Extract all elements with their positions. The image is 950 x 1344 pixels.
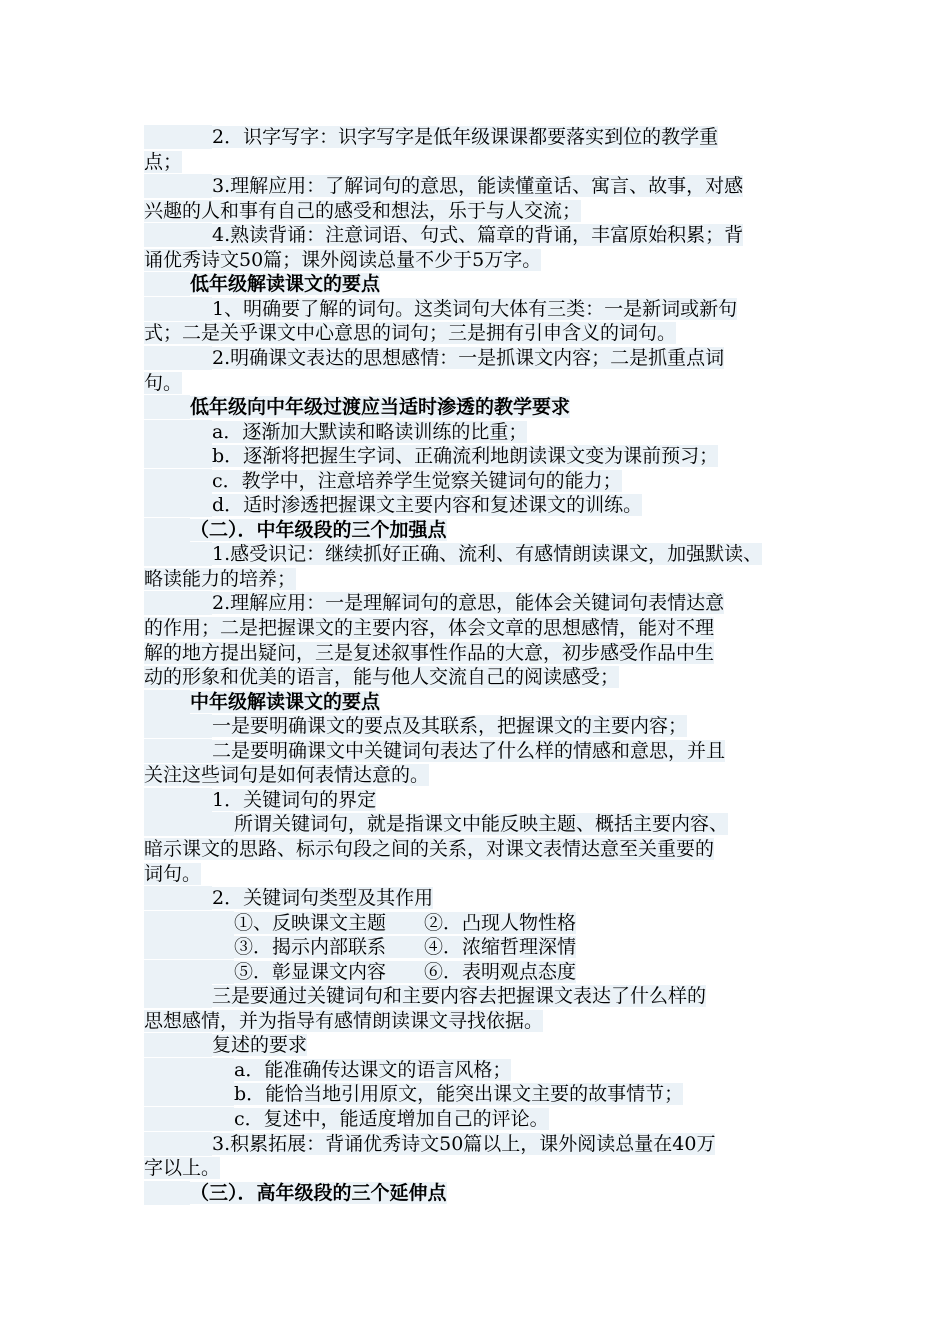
text-line [144,591,724,615]
text-line [144,960,576,984]
line-text: 思想感情，并为指导有感情朗读课文寻找依据。 [144,1009,544,1032]
line-text: 略读能力的培养； [144,567,297,590]
text-line [144,788,376,812]
line-text: 字以上。 [144,1157,221,1180]
text-line [144,812,728,836]
text-line [144,1033,307,1057]
text-line [144,542,762,566]
line-text: 所谓关键词句，就是指课文中能反映主题、概括主要内容、 [234,813,729,836]
line-text: 动的形象和优美的语言，能与他人交流自己的阅读感受； [144,666,620,689]
text-line [144,886,433,910]
line-text: 句。 [144,371,183,394]
text-line [144,1009,543,1033]
section-heading [144,272,380,296]
line-text: 1、明确要了解的词句。这类词句大体有三类：一是新词或新句 [212,297,738,320]
text-line [144,935,576,959]
line-text: 低年级解读课文的要点 [190,273,381,296]
line-text: 解的地方提出疑问，三是复述叙事性作品的大意，初步感受作品中生 [144,641,715,664]
text-line [144,125,718,149]
text-line [144,223,743,247]
line-text: d．适时渗透把握课文主要内容和复述课文的训练。 [212,494,643,517]
line-text: 兴趣的人和事有自己的感受和想法，乐于与人交流； [144,199,582,222]
text-line [144,248,541,272]
line-text: 三是要通过关键词句和主要内容去把握课文表达了什么样的 [212,985,707,1008]
section-heading [144,518,447,542]
text-line [144,420,527,444]
line-text: a．逐渐加大默读和略读训练的比重； [212,420,528,443]
line-text: 2．关键词句类型及其作用 [212,887,434,910]
line-text: （三）．高年级段的三个延伸点 [190,1181,447,1204]
text-line [144,641,714,665]
line-text: 1．关键词句的界定 [212,788,377,811]
line-text: b．能恰当地引用原文，能突出课文主要的故事情节； [234,1083,684,1106]
line-text: 式；二是关乎课文中心意思的词句；三是拥有引申含义的词句。 [144,322,677,345]
line-text: 暗示课文的思路、标示句段之间的关系，对课文表情达意至关重要的 [144,837,715,860]
line-text: 的作用；二是把握课文的主要内容，体会文章的思想感情，能对不理 [144,617,715,639]
line-text: 3.积累拓展：背诵优秀诗文50篇以上，课外阅读总量在40万 [212,1132,716,1155]
line-text: 复述的要求 [212,1034,308,1057]
line-text: ③．揭示内部联系 ④．浓缩哲理深情 [234,936,577,959]
text-line [144,371,182,395]
line-text: b．逐渐将把握生字词、正确流利地朗读课文变为课前预习； [212,445,719,468]
text-line [144,911,576,935]
text-line [144,297,737,321]
text-line [144,763,429,787]
line-text: 4.熟读背诵：注意词语、句式、篇章的背诵，丰富原始积累；背 [212,224,744,247]
text-line [144,493,642,517]
line-text: 词句。 [144,862,202,885]
line-text: ⑤．彰显课文内容 ⑥．表明观点态度 [234,960,577,983]
line-text: 点； [144,150,183,173]
text-line [144,1132,715,1156]
line-text: 中年级解读课文的要点 [190,690,381,713]
text-line [144,665,619,689]
line-text: 二是要明确课文中关键词句表达了什么样的情感和意思，并且 [212,739,726,762]
line-text: c．复述中，能适度增加自己的评论。 [234,1108,549,1130]
text-line [144,714,687,738]
section-heading [144,395,570,419]
text-line [144,1058,511,1082]
section-heading [144,690,380,714]
text-line [144,739,725,763]
line-text: （二）．中年级段的三个加强点 [190,518,447,541]
line-text: 2.理解应用：一是理解词句的意思，能体会关键词句表情达意 [212,592,725,615]
text-line [144,1082,683,1106]
line-text: a．能准确传达课文的语言风格； [234,1058,512,1081]
line-text: 3.理解应用：了解词句的意思，能读懂童话、寓言、故事，对感 [212,175,744,198]
text-line [144,1107,549,1131]
line-text: c．教学中，注意培养学生觉察关键词句的能力； [212,469,622,492]
section-heading [144,1181,447,1205]
text-line [144,150,182,174]
text-line [144,1156,220,1180]
line-text: 关注这些词句是如何表情达意的。 [144,764,430,787]
line-text: 2.明确课文表达的思想感情：一是抓课文内容；二是抓重点词 [212,346,725,369]
line-text: 1.感受识记：继续抓好正确、流利、有感情朗读课文，加强默读、 [212,543,763,566]
text-line [144,862,201,886]
line-text: 一是要明确课文的要点及其联系，把握课文的主要内容； [212,715,688,738]
text-line [144,174,743,198]
text-line [144,837,714,861]
text-line [144,444,718,468]
line-text: ①、反映课文主题 ②．凸现人物性格 [234,911,577,934]
line-text: 低年级向中年级过渡应当适时渗透的教学要求 [190,396,571,419]
text-line [144,984,706,1008]
text-line [144,321,676,345]
line-text: 诵优秀诗文50篇；课外阅读总量不少于5万字。 [144,248,542,271]
text-line [144,199,581,223]
text-line [144,616,714,640]
line-text: 2．识字写字：识字写字是低年级课课都要落实到位的教学重 [212,126,719,148]
text-line [144,567,296,591]
text-line [144,469,622,493]
text-line [144,346,724,370]
